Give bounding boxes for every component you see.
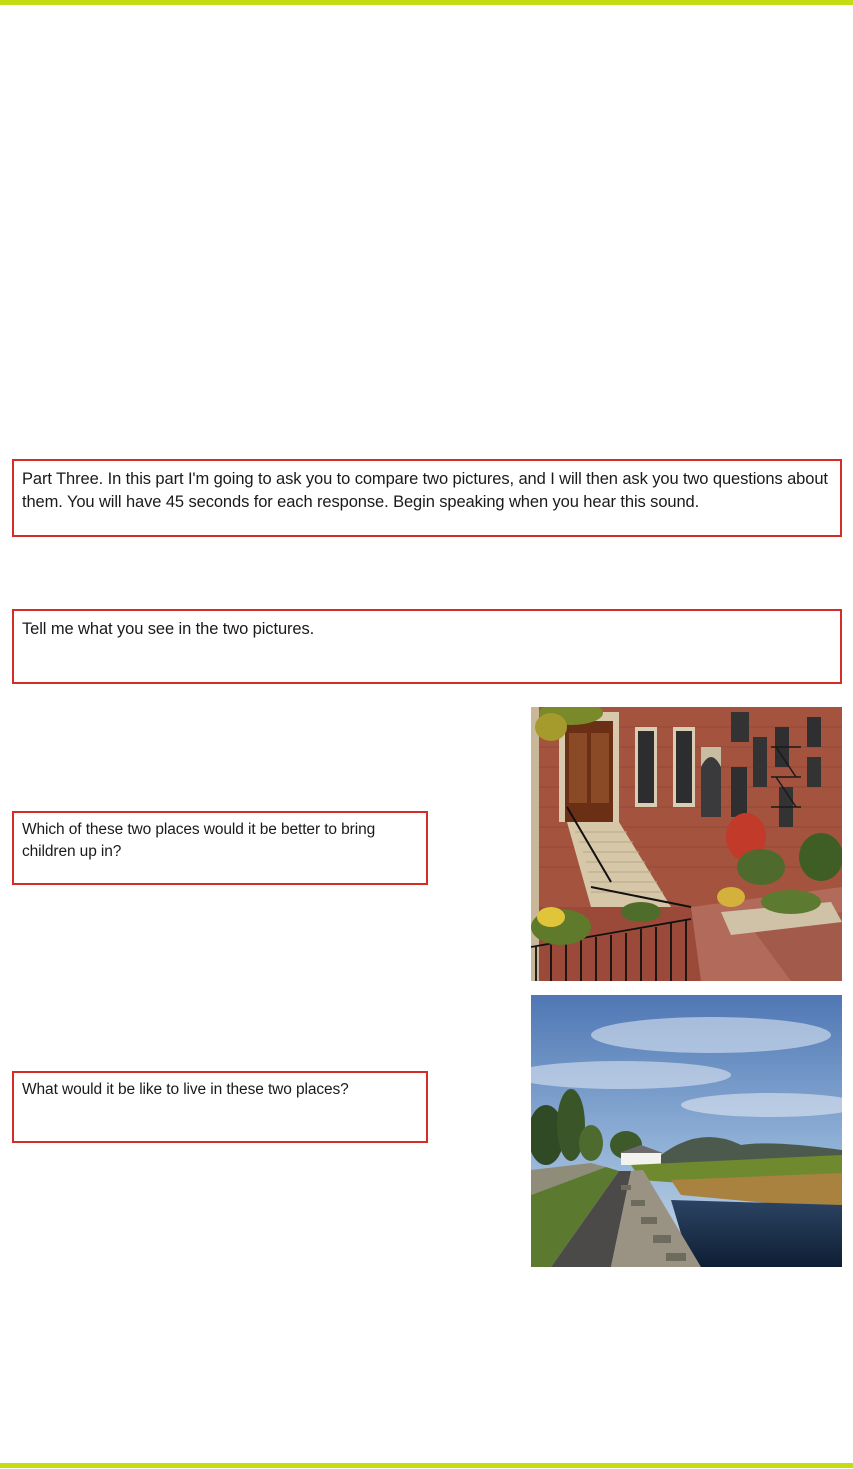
question-text-1: Tell me what you see in the two pictures.: [22, 620, 315, 638]
question-box-2: [12, 811, 428, 885]
question-box-1: [12, 609, 842, 684]
countryside-photo: [531, 995, 842, 1267]
question-text-3: What would it be like to live in these two places?: [22, 1081, 349, 1098]
instructions-text: Part Three. In this part I'm going to ask you to compare two pictures, and I will then ask you two questions about them. You will have 45 seconds for each response. Begin speaking when you hear this sound.: [22, 470, 828, 511]
question-box-3: [12, 1071, 428, 1143]
question-text-2: Which of these two places would it be better to bring children up in?: [22, 821, 376, 860]
instructions-box: [12, 459, 842, 537]
city-houses-photo: [531, 707, 842, 981]
bottom-accent-rule: [0, 1463, 853, 1468]
top-accent-rule: [0, 0, 853, 5]
